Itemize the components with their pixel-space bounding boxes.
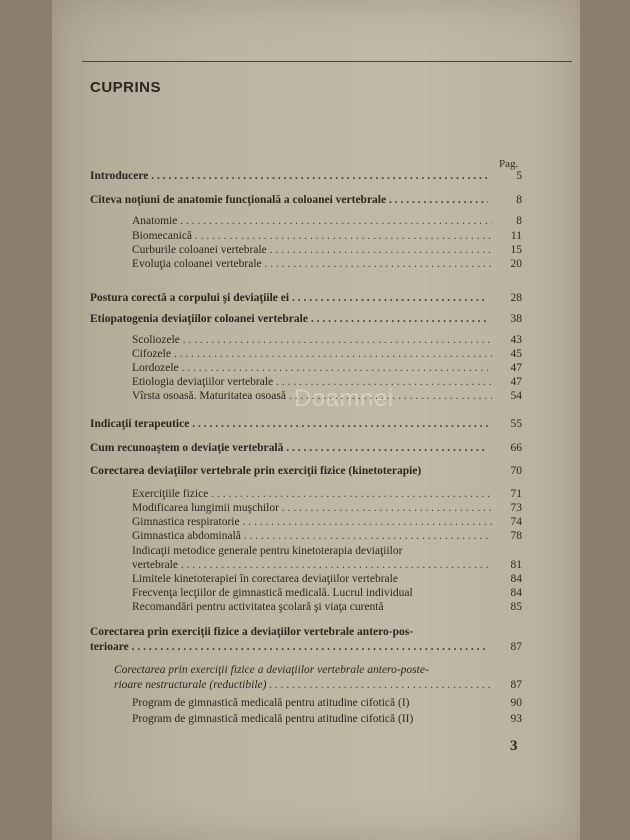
- page-title: CUPRINS: [90, 79, 162, 96]
- toc-entry-title: Lordozele . . .: [132, 362, 492, 374]
- toc-entry-page: 5: [516, 170, 522, 182]
- toc-entry-page: 85: [510, 601, 522, 613]
- toc-entry[interactable]: [52, 465, 580, 481]
- toc-entry-page: 74: [510, 516, 522, 528]
- toc-entry-page: 71: [510, 488, 522, 500]
- toc-entry-page: 47: [510, 362, 522, 374]
- toc-entry-title: Gimnastica abdominală . . .: [132, 530, 492, 542]
- toc-entry-page: 45: [510, 348, 522, 360]
- toc-entry-page: 81: [510, 559, 522, 571]
- toc-entry-page: 87: [510, 641, 522, 653]
- toc-entry-page: 84: [510, 587, 522, 599]
- toc-subentry[interactable]: [52, 664, 580, 680]
- toc-entry-title: Indicaţii metodice generale pentru kinetoterapia deviaţiilor: [132, 545, 403, 557]
- toc-entry[interactable]: [52, 194, 580, 210]
- toc-subentry[interactable]: [52, 530, 580, 546]
- toc-entry-page: 78: [510, 530, 522, 542]
- toc-entry-title: Modificarea lungimii muşchilor . . .: [132, 502, 492, 514]
- toc-entry-title: Scoliozele . . .: [132, 334, 492, 346]
- toc-entry-title: Biomecanică . . .: [132, 230, 492, 242]
- toc-entry-title: rioare nestructurale (reductibile) . . .: [114, 679, 492, 691]
- toc-entry-page: 84: [510, 573, 522, 585]
- toc-subentry[interactable]: [52, 215, 580, 231]
- toc-entry-title: Exerciţiile fizice . . .: [132, 488, 492, 500]
- toc-entry-page: 54: [510, 390, 522, 402]
- book-page: [52, 0, 580, 840]
- toc-entry-title: Program de gimnastică medicală pentru atitudine cifotică (I): [132, 697, 410, 709]
- page-column-label: Pag.: [499, 158, 519, 170]
- toc-entry-title: Recomandări pentru activitatea şcolară şi viaţa curentă: [132, 601, 384, 613]
- toc-entry-page: 8: [516, 215, 522, 227]
- toc-subentry[interactable]: [52, 258, 580, 274]
- toc-entry-title: Postura corectă a corpului şi deviaţiile ei . . .: [90, 292, 488, 304]
- toc-entry-title: Cîteva noţiuni de anatomie funcţională a coloanei vertebrale . . .: [90, 194, 488, 206]
- toc-entry-title: Curburile coloanei vertebrale . . .: [132, 244, 492, 256]
- toc-entry-title: Etiopatogenia deviaţiilor coloanei vertebrale . . .: [90, 313, 488, 325]
- toc-entry-title: Corectarea prin exerciţii fizice a deviaţiilor vertebrale antero-poste-: [114, 664, 429, 676]
- toc-entry-page: 70: [510, 465, 522, 477]
- toc-entry-title: Cum recunoaştem o deviaţie vertebrală . . .: [90, 442, 488, 454]
- toc-entry[interactable]: [52, 418, 580, 434]
- toc-entry-page: 90: [510, 697, 522, 709]
- toc-entry-title: Indicaţii terapeutice . . .: [90, 418, 488, 430]
- toc-entry[interactable]: [52, 313, 580, 329]
- toc-entry[interactable]: [52, 170, 580, 186]
- toc-entry-page: 55: [510, 418, 522, 430]
- toc-entry-title: vertebrale . . .: [132, 559, 492, 571]
- toc-entry-continuation[interactable]: [52, 641, 580, 657]
- toc-entry-title: Vîrsta osoasă. Maturitatea osoasă . . .: [132, 390, 492, 402]
- toc-subentry[interactable]: [52, 697, 580, 713]
- toc-entry-page: 87: [510, 679, 522, 691]
- toc-subentry[interactable]: [52, 390, 580, 406]
- page-number: 3: [510, 738, 518, 754]
- toc-entry-page: 15: [510, 244, 522, 256]
- toc-entry-title: Introducere . . .: [90, 170, 488, 182]
- toc-entry-title: Corectarea deviaţiilor vertebrale prin exerciţii fizice (kinetoterapie): [90, 465, 422, 477]
- toc-subentry[interactable]: [52, 601, 580, 617]
- toc-subentry[interactable]: [52, 713, 580, 729]
- toc-entry-page: 47: [510, 376, 522, 388]
- toc-entry-title: Corectarea prin exerciţii fizice a deviaţiilor vertebrale antero-pos-: [90, 626, 414, 638]
- toc-entry[interactable]: [52, 292, 580, 308]
- toc-entry[interactable]: [52, 442, 580, 458]
- watermark: Doamnei: [294, 385, 394, 412]
- toc-entry-title: Anatomie . . .: [132, 215, 492, 227]
- toc-entry-page: 28: [510, 292, 522, 304]
- top-rule: [82, 61, 572, 62]
- toc-entry-page: 20: [510, 258, 522, 270]
- toc-subentry-continuation[interactable]: [52, 679, 580, 695]
- toc-entry-page: 11: [510, 230, 522, 242]
- toc-entry-title: Limitele kinetoterapiei în corectarea deviaţiilor vertebrale: [132, 573, 398, 585]
- toc-entry-title: Evoluţia coloanei vertebrale . . .: [132, 258, 492, 270]
- toc-entry-title: Frecvenţa lecţiilor de gimnastică medicală. Lucrul individual: [132, 587, 413, 599]
- toc-entry-page: 73: [510, 502, 522, 514]
- toc-entry-title: Gimnastica respiratorie . . .: [132, 516, 492, 528]
- toc-entry-title: terioare . . .: [90, 641, 488, 653]
- toc-entry-page: 93: [510, 713, 522, 725]
- toc-entry-page: 66: [510, 442, 522, 454]
- toc-entry-page: 38: [510, 313, 522, 325]
- toc-entry-page: 43: [510, 334, 522, 346]
- toc-entry-page: 8: [516, 194, 522, 206]
- toc-entry-title: Program de gimnastică medicală pentru atitudine cifotică (II): [132, 713, 414, 725]
- toc-entry-title: Cifozele . . .: [132, 348, 492, 360]
- toc-entry-title: Etiologia deviaţiilor vertebrale . . .: [132, 376, 492, 388]
- toc-entry[interactable]: [52, 626, 580, 642]
